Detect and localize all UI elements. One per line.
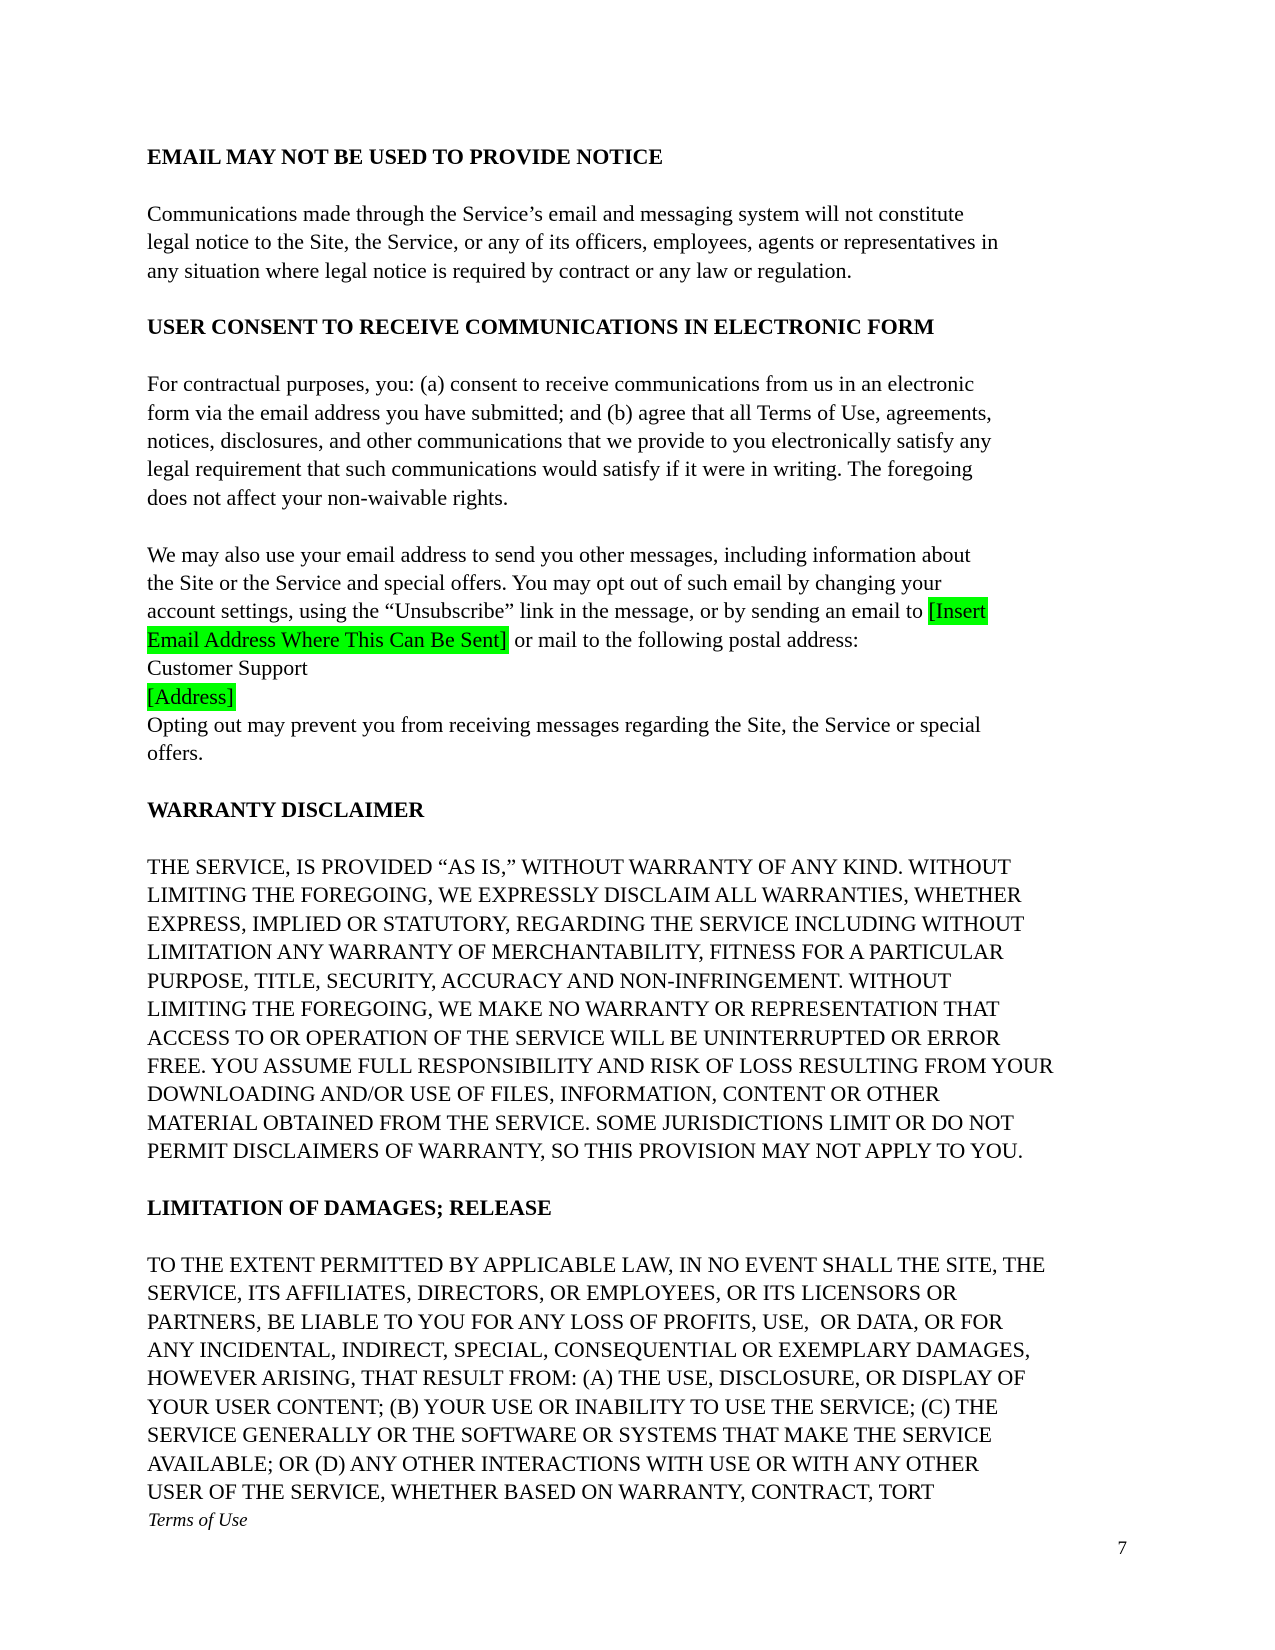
text-line: EXPRESS, IMPLIED OR STATUTORY, REGARDING THE SERVICE INCLUDING WITHOUT: [147, 910, 1025, 936]
text-line: [147, 597, 1142, 625]
highlight-address-placeholder: [Address]: [147, 683, 234, 709]
footer-document-title: Terms of Use: [148, 1510, 248, 1531]
text-line: [147, 683, 1142, 711]
text-line: AVAILABLE; OR (D) ANY OTHER INTERACTIONS WITH USE OR WITH ANY OTHER: [147, 1450, 980, 1476]
text-line: FREE. YOU ASSUME FULL RESPONSIBILITY AND RISK OF LOSS RESULTING FROM YOUR: [147, 1052, 1054, 1078]
text-line: notices, disclosures, and other communications that we provide to you electronically satisfy any: [147, 428, 992, 454]
text-line: the Site or the Service and special offers. You may opt out of such email by changing your: [147, 570, 942, 596]
text-line: offers.: [147, 740, 204, 766]
paragraph-warranty-disclaimer: [147, 853, 1142, 1165]
text-line: Customer Support: [147, 655, 308, 681]
text-line: SERVICE, ITS AFFILIATES, DIRECTORS, OR EMPLOYEES, OR ITS LICENSORS OR: [147, 1280, 958, 1306]
text-line: YOUR USER CONTENT; (B) YOUR USE OR INABILITY TO USE THE SERVICE; (C) THE: [147, 1393, 999, 1419]
text-line: ACCESS TO OR OPERATION OF THE SERVICE WILL BE UNINTERRUPTED OR ERROR: [147, 1024, 1001, 1050]
text-line: HOWEVER ARISING, THAT RESULT FROM: (A) THE USE, DISCLOSURE, OR DISPLAY OF: [147, 1365, 1026, 1391]
heading-limitation-of-damages: LIMITATION OF DAMAGES; RELEASE: [147, 1194, 552, 1220]
text-line: Opting out may prevent you from receiving messages regarding the Site, the Service or special: [147, 712, 981, 738]
text-line: ANY INCIDENTAL, INDIRECT, SPECIAL, CONSEQUENTIAL OR EXEMPLARY DAMAGES,: [147, 1336, 1031, 1362]
text-segment: or mail to the following postal address:: [508, 626, 859, 652]
text-line: PERMIT DISCLAIMERS OF WARRANTY, SO THIS PROVISION MAY NOT APPLY TO YOU.: [147, 1138, 1024, 1164]
highlight-insert-email-placeholder: [Insert: [928, 598, 986, 624]
paragraph-email-notice: [147, 200, 1142, 285]
text-line: PURPOSE, TITLE, SECURITY, ACCURACY AND NON-INFRINGEMENT. WITHOUT: [147, 967, 952, 993]
paragraph-opt-out: [147, 541, 1142, 768]
text-line: We may also use your email address to send you other messages, including information about: [147, 541, 971, 567]
page-number: 7: [1117, 1538, 1127, 1559]
text-line: legal requirement that such communications would satisfy if it were in writing. The foregoing: [147, 456, 973, 482]
heading-email-notice: EMAIL MAY NOT BE USED TO PROVIDE NOTICE: [147, 144, 664, 169]
text-line: For contractual purposes, you: (a) consent to receive communications from us in an electronic: [147, 371, 975, 397]
text-line: MATERIAL OBTAINED FROM THE SERVICE. SOME JURISDICTIONS LIMIT OR DO NOT: [147, 1109, 1014, 1135]
text-line: LIMITING THE FOREGOING, WE EXPRESSLY DISCLAIM ALL WARRANTIES, WHETHER: [147, 882, 1022, 908]
paragraph-limitation-of-damages: [147, 1251, 1142, 1507]
document-body: [147, 143, 1142, 1506]
text-line: does not affect your non-waivable rights.: [147, 484, 509, 510]
text-line: LIMITATION ANY WARRANTY OF MERCHANTABILITY, FITNESS FOR A PARTICULAR: [147, 939, 1004, 965]
heading-warranty-disclaimer: WARRANTY DISCLAIMER: [147, 797, 425, 823]
text-segment: account settings, using the “Unsubscribe” link in the message, or by sending an email to: [147, 598, 929, 624]
text-line: PARTNERS, BE LIABLE TO YOU FOR ANY LOSS OF PROFITS, USE, OR DATA, OR FOR: [147, 1308, 1004, 1334]
text-line: TO THE EXTENT PERMITTED BY APPLICABLE LAW, IN NO EVENT SHALL THE SITE, THE: [147, 1251, 1046, 1277]
heading-user-consent: USER CONSENT TO RECEIVE COMMUNICATIONS IN ELECTRONIC FORM: [147, 314, 935, 340]
text-line: SERVICE GENERALLY OR THE SOFTWARE OR SYSTEMS THAT MAKE THE SERVICE: [147, 1422, 992, 1448]
text-line: form via the email address you have submitted; and (b) agree that all Terms of Use, agreements,: [147, 399, 992, 425]
text-line: [147, 626, 1142, 654]
text-line: LIMITING THE FOREGOING, WE MAKE NO WARRANTY OR REPRESENTATION THAT: [147, 996, 1000, 1022]
text-line: legal notice to the Site, the Service, or any of its officers, employees, agents or representatives in: [147, 229, 999, 255]
text-line: any situation where legal notice is required by contract or any law or regulation.: [147, 257, 852, 283]
text-line: DOWNLOADING AND/OR USE OF FILES, INFORMATION, CONTENT OR OTHER: [147, 1081, 940, 1107]
text-line: THE SERVICE, IS PROVIDED “AS IS,” WITHOUT WARRANTY OF ANY KIND. WITHOUT: [147, 854, 1011, 880]
text-line: Communications made through the Service’s email and messaging system will not constitute: [147, 200, 964, 226]
paragraph-user-consent: [147, 370, 1142, 512]
text-line: USER OF THE SERVICE, WHETHER BASED ON WARRANTY, CONTRACT, TORT: [147, 1478, 935, 1504]
highlight-insert-email-placeholder-continued: Email Address Where This Can Be Sent]: [147, 626, 507, 652]
